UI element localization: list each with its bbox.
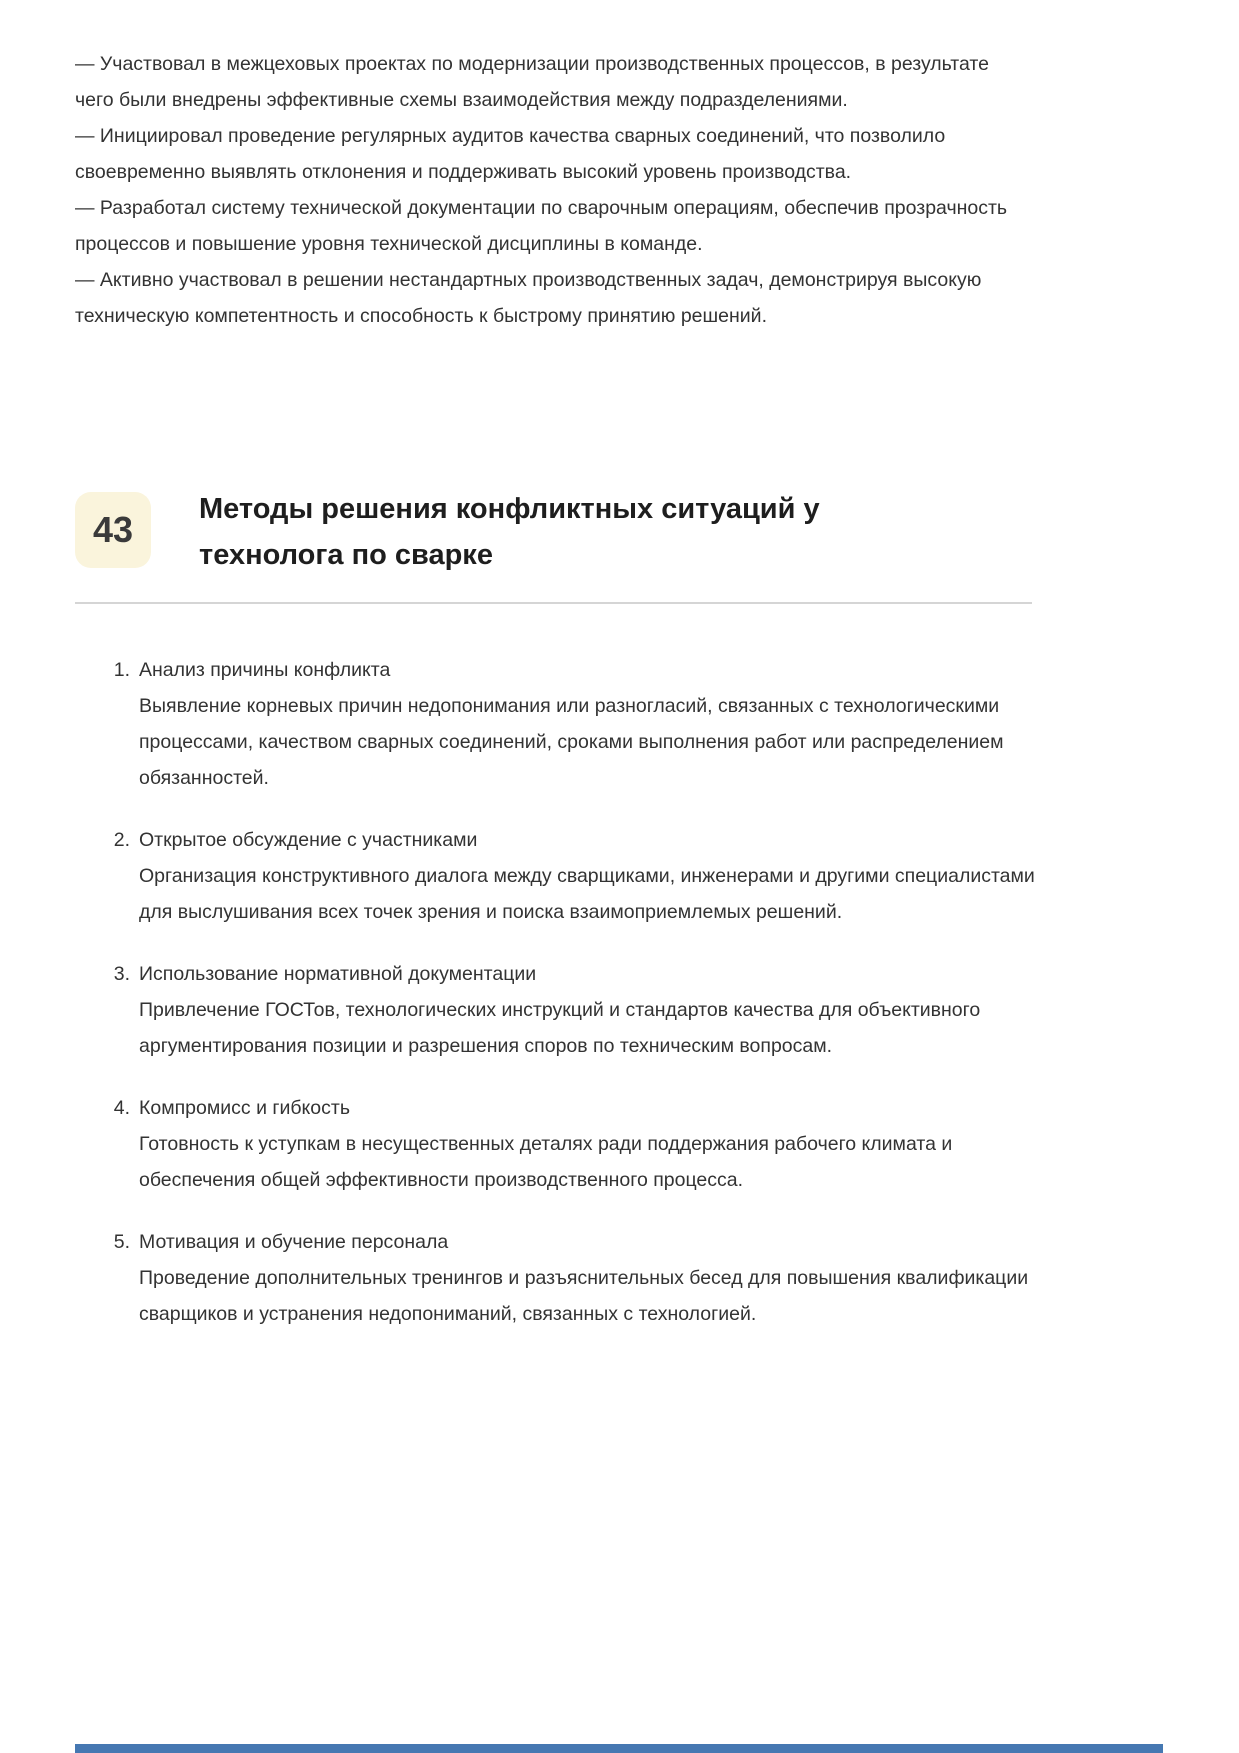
list-item-number: 1. xyxy=(113,659,130,681)
list-item-number: 4. xyxy=(113,1097,130,1119)
list-item xyxy=(108,652,1164,796)
intro-paragraph: — Инициировал проведение регулярных аудитов качества сварных соединений, что позволило своевременно выявлять отклонения и поддерживать высокий уровень производства. xyxy=(75,125,946,183)
numbered-list xyxy=(75,652,1164,1332)
list-item xyxy=(108,1090,1164,1198)
list-item-title: Открытое обсуждение с участниками xyxy=(139,829,478,851)
list-item xyxy=(108,1224,1164,1332)
list-item-title: Мотивация и обучение персонала xyxy=(139,1231,449,1253)
list-item-body: Привлечение ГОСТов, технологических инструкций и стандартов качества для объективного аргументирования позиции и разрешения споров по техническим вопросам. xyxy=(139,999,981,1057)
intro-paragraph: — Разработал систему технической документации по сварочным операциям, обеспечив прозрачность процессов и повышение уровня технической дисциплины в команде. xyxy=(75,197,1008,255)
list-item-body: Готовность к уступкам в несущественных деталях ради поддержания рабочего климата и обеспечения общей эффективности производственного процесса. xyxy=(139,1133,953,1191)
intro-paragraph: — Активно участвовал в решении нестандартных производственных задач, демонстрируя высокую техническую компетентность и способность к быстрому принятию решений. xyxy=(75,269,982,327)
section-divider xyxy=(75,602,1032,604)
footer-accent-bar xyxy=(75,1744,1163,1753)
list-item-content xyxy=(139,956,1039,1064)
list-item-content xyxy=(139,1090,1039,1198)
list-item-title: Анализ причины конфликта xyxy=(139,659,391,681)
list-item-number: 2. xyxy=(113,829,130,851)
list-item-content xyxy=(139,652,1039,796)
list-item-content xyxy=(139,822,1039,930)
intro-section xyxy=(75,46,1164,334)
list-item-body: Организация конструктивного диалога между сварщиками, инженерами и другими специалистами для выслушивания всех точек зрения и поиска взаимоприемлемых решений. xyxy=(139,865,1035,923)
list-item-content xyxy=(139,1224,1039,1332)
list-item xyxy=(108,956,1164,1064)
list-item-number: 5. xyxy=(113,1231,130,1253)
section-header xyxy=(75,492,1164,578)
section-number-badge: 43 xyxy=(75,492,151,568)
list-item xyxy=(108,822,1164,930)
list-item-body: Выявление корневых причин недопонимания или разногласий, связанных с технологическими процессами, качеством сварных соединений, сроками выполнения работ или распределением обязанностей. xyxy=(139,695,1004,789)
section-title: Методы решения конфликтных ситуаций у технолога по сварке xyxy=(199,493,820,571)
list-item-title: Использование нормативной документации xyxy=(139,963,537,985)
intro-paragraph: — Участвовал в межцеховых проектах по модернизации производственных процессов, в результате чего были внедрены эффективные схемы взаимодействия между подразделениями. xyxy=(75,53,989,111)
list-item-title: Компромисс и гибкость xyxy=(139,1097,350,1119)
list-item-number: 3. xyxy=(113,963,130,985)
list-item-body: Проведение дополнительных тренингов и разъяснительных бесед для повышения квалификации сварщиков и устранения недопониманий, связанных с технологией. xyxy=(139,1267,1029,1325)
